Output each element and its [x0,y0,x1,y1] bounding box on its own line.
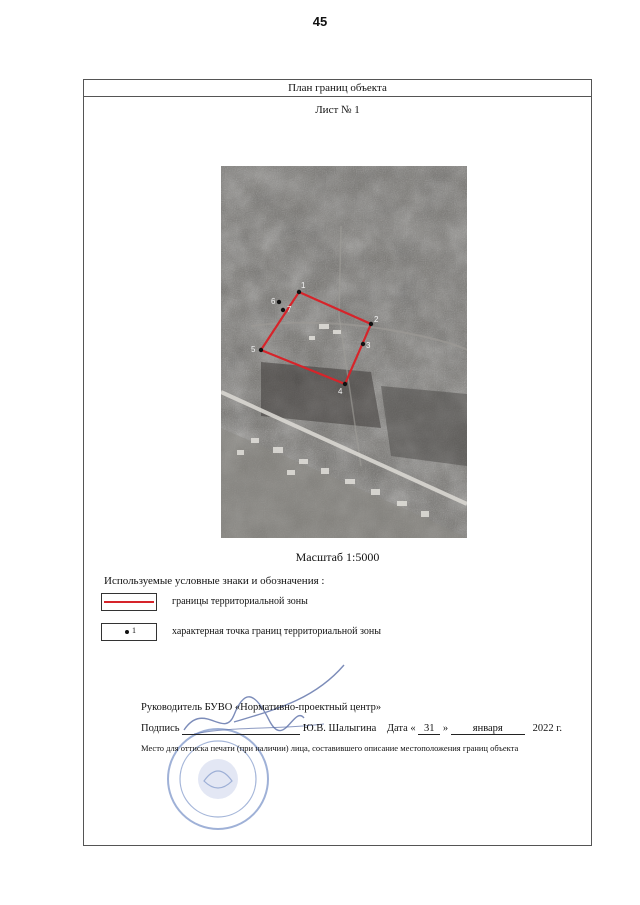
plan-title: План границ объекта [84,80,591,97]
point-label: 6 [271,297,276,306]
legend-dot-label: 1 [132,626,136,635]
sign-label: Подпись [141,723,180,734]
legend-title: Используемые условные знаки и обозначения : [104,575,325,587]
dot-icon [125,630,129,634]
sign-line [141,723,562,735]
point-label: 7 [287,305,292,314]
point-label: 4 [338,387,343,396]
map-scale: Масштаб 1:5000 [295,550,380,564]
page-number: 45 [312,14,328,29]
date-year: 2022 г. [532,723,563,734]
point-label: 5 [251,345,256,354]
point-label: 3 [366,341,371,350]
legend-symbol-boundary [101,593,157,611]
signer-name: Ю.В. Шалыгина [302,723,377,734]
date-month: января [451,723,525,735]
point-label: 1 [301,281,306,290]
boundary-plan-frame [83,79,592,846]
satellite-map-image [221,166,467,538]
legend-symbol-point [101,623,157,641]
seal-place-note: Место для оттиска печати (при наличии) лица, составившего описание местоположения границ объекта [141,743,519,753]
date-day: 31 [418,723,440,735]
date-mid: » [442,723,449,734]
legend-text-boundary: границы территориальной зоны [172,596,308,607]
head-line: Руководитель БУВО «Нормативно-проектный центр» [141,702,382,713]
legend-text-point: характерная точка границ территориальной зоны [172,626,381,637]
sheet-number: Лист № 1 [315,104,360,116]
red-line-icon [104,601,154,603]
date-label: Дата « [386,723,416,734]
point-label: 2 [374,315,379,324]
signature-field [182,723,300,735]
